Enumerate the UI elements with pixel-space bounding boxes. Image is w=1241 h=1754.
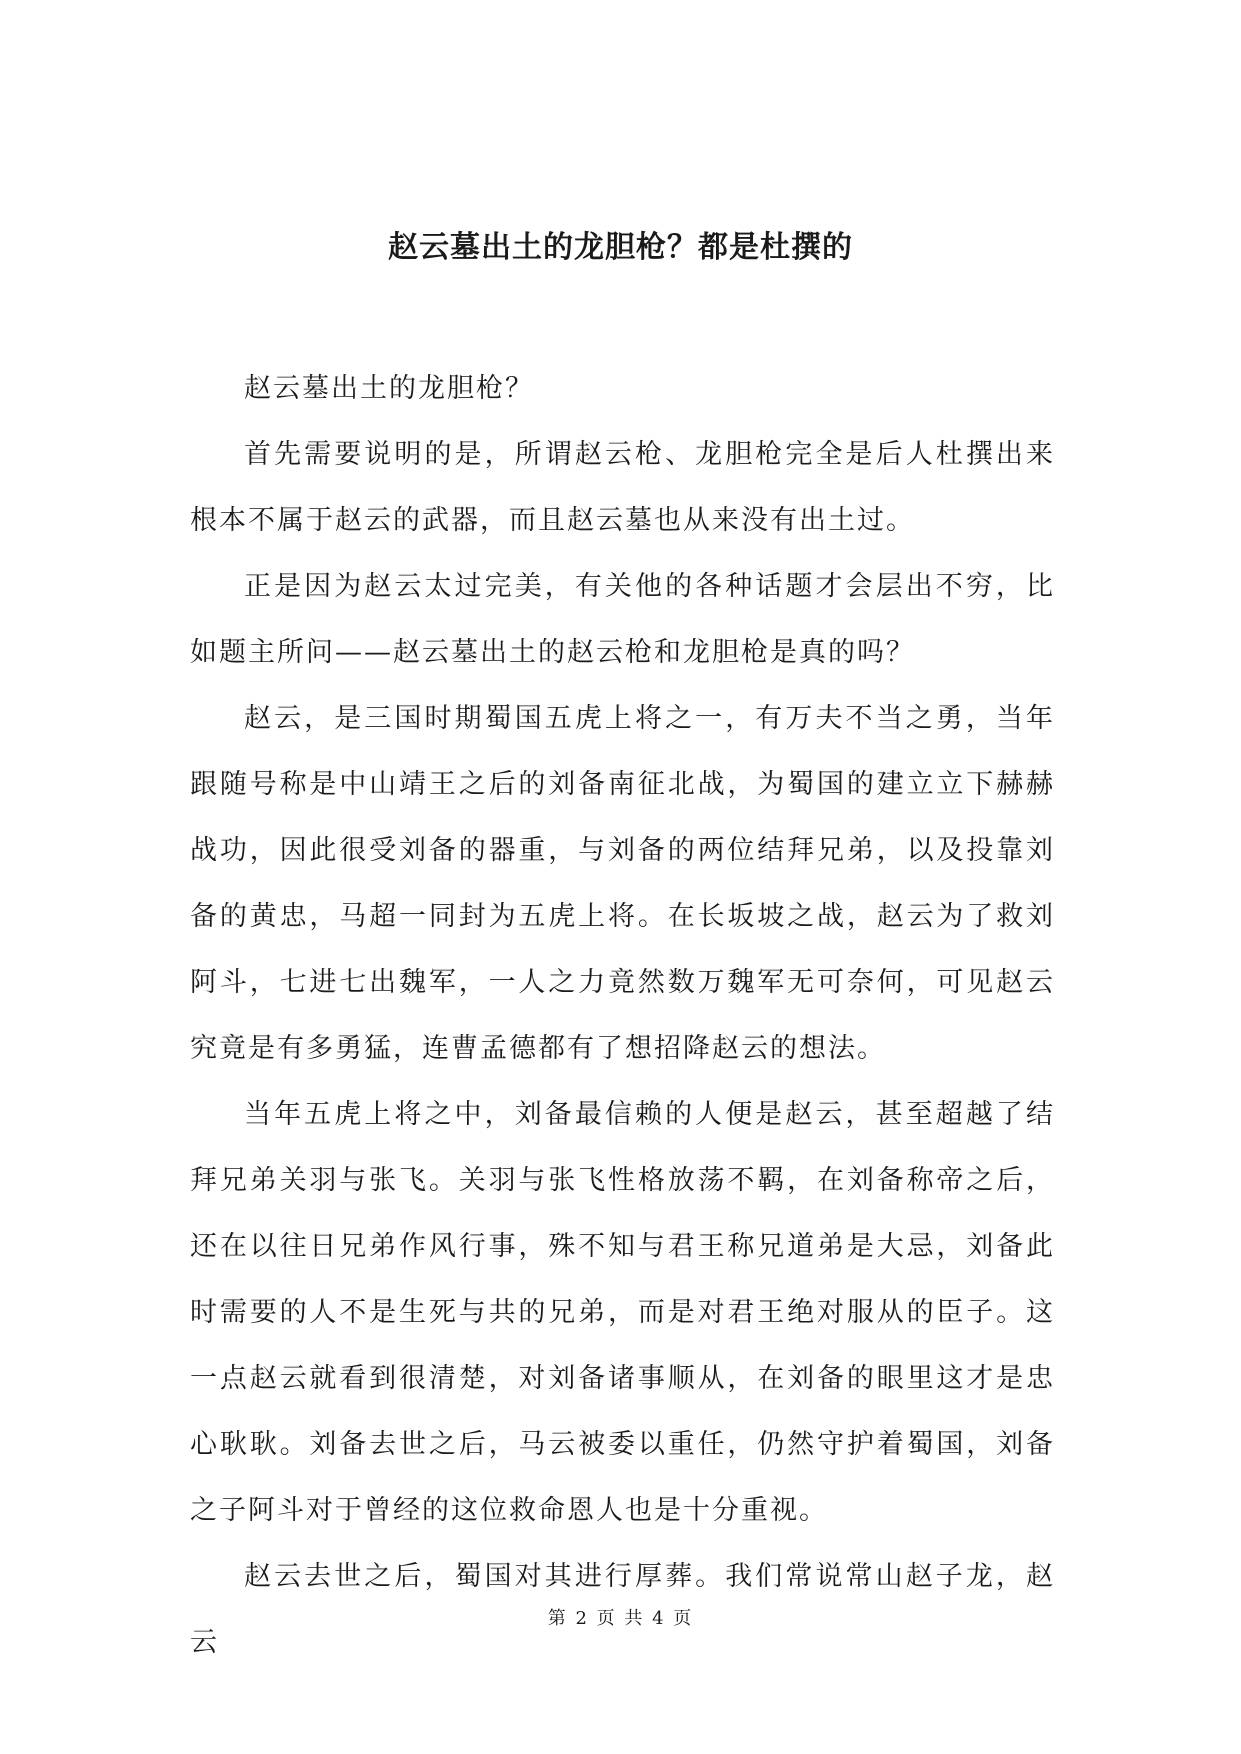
document-title: 赵云墓出土的龙胆枪？都是杜撰的 [388,230,853,265]
page-footer: 第 2 页 共 4 页 [547,1608,694,1629]
paragraph: 首先需要说明的是，所谓赵云枪、龙胆枪完全是后人杜撰出来根本不属于赵云的武器，而且赵云墓也从来没有出土过。 [190,439,1055,536]
document-body [190,356,1055,1676]
paragraph: 赵云，是三国时期蜀国五虎上将之一，有万夫不当之勇，当年跟随号称是中山靖王之后的刘备南征北战，为蜀国的建立立下赫赫战功，因此很受刘备的器重，与刘备的两位结拜兄弟，以及投靠刘备的黄忠，马超一同封为五虎上将。在长坂坡之战，赵云为了救刘阿斗，七进七出魏军，一人之力竟然数万魏军无可奈何，可见赵云究竟是有多勇猛，连曹孟德都有了想招降赵云的想法。 [190,703,1055,1064]
paragraph: 当年五虎上将之中，刘备最信赖的人便是赵云，甚至超越了结拜兄弟关羽与张飞。关羽与张飞性格放荡不羁，在刘备称帝之后，还在以往日兄弟作风行事，殊不知与君王称兄道弟是大忌，刘备此时需要的人不是生死与共的兄弟，而是对君王绝对服从的臣子。这一点赵云就看到很清楚，对刘备诸事顺从，在刘备的眼里这才是忠心耿耿。刘备去世之后，马云被委以重任，仍然守护着蜀国，刘备之子阿斗对于曾经的这位救命恩人也是十分重视。 [190,1099,1055,1526]
paragraph: 赵云去世之后，蜀国对其进行厚葬。我们常说常山赵子龙，赵云 [190,1561,1055,1658]
paragraph: 赵云墓出土的龙胆枪？ [244,373,534,404]
paragraph: 正是因为赵云太过完美，有关他的各种话题才会层出不穷，比如题主所问——赵云墓出土的赵云枪和龙胆枪是真的吗？ [190,571,1055,668]
